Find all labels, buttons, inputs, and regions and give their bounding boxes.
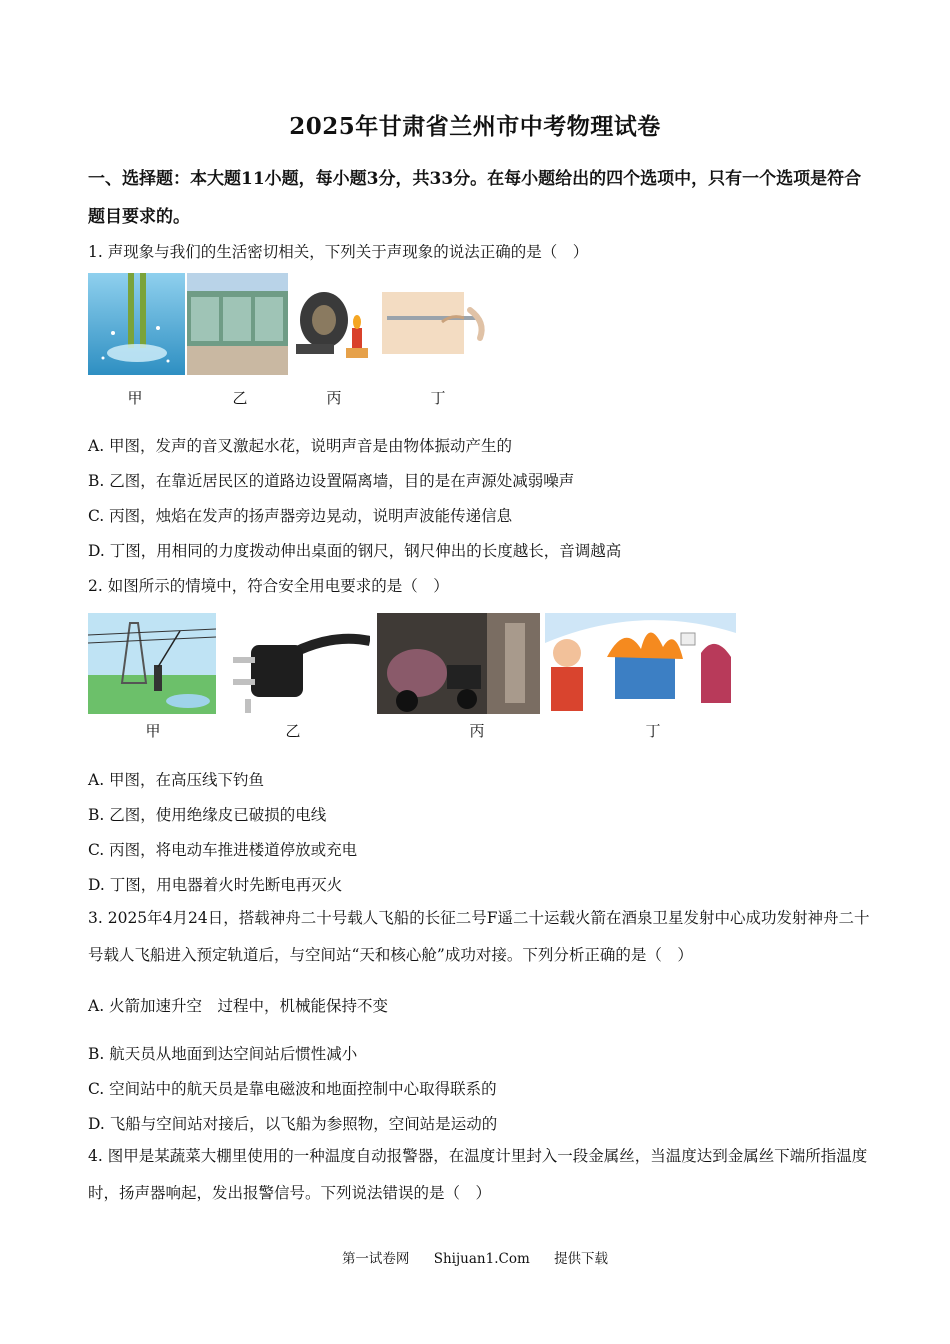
q2-option-b: B. 乙图，使用绝缘皮已破损的电线 <box>88 806 327 824</box>
q1-caption-bing: 丙 <box>326 389 342 407</box>
steel-ruler-desk-image <box>382 292 497 354</box>
q1-caption-ding: 丁 <box>430 389 446 407</box>
q2-option-c: C. 丙图，将电动车推进楼道停放或充电 <box>88 841 358 859</box>
sound-barrier-wall-image <box>187 273 288 375</box>
q3-option-b: B. 航天员从地面到达空间站后惯性减小 <box>88 1045 358 1063</box>
q1-option-d: D. 丁图，用相同的力度拨动伸出桌面的钢尺，钢尺伸出的长度越长，音调越高 <box>88 542 622 560</box>
q1-caption-yi: 乙 <box>232 389 248 407</box>
tuning-fork-water-image <box>88 273 185 375</box>
question-1-stem: 1. 声现象与我们的生活密切相关，下列关于声现象的说法正确的是（ ） <box>88 243 589 261</box>
speaker-candle-image <box>292 282 378 364</box>
page-footer <box>0 1247 950 1267</box>
q1-option-b: B. 乙图，在靠近居民区的道路边设置隔离墙，目的是在声源处减弱噪声 <box>88 472 575 490</box>
q1-option-a: A. 甲图，发声的音叉激起水花，说明声音是由物体振动产生的 <box>88 437 513 455</box>
footer-note: 提供下载 <box>554 1251 609 1267</box>
question-2-stem: 2. 如图所示的情境中，符合安全用电要求的是（ ） <box>88 577 449 595</box>
q3-option-d: D. 飞船与空间站对接后，以飞船为参照物，空间站是运动的 <box>88 1115 498 1133</box>
footer-domain[interactable]: Shijuan1.Com <box>433 1251 530 1267</box>
q2-caption-ding: 丁 <box>645 722 661 740</box>
appliance-fire-cartoon-image <box>545 613 736 714</box>
footer-site: 第一试卷网 <box>341 1251 410 1267</box>
ebike-in-hallway-image <box>377 613 540 714</box>
page-title: 2025年甘肃省兰州市中考物理试卷 <box>289 113 661 140</box>
q2-caption-jia: 甲 <box>145 722 161 740</box>
q3-option-c: C. 空间站中的航天员是靠电磁波和地面控制中心取得联系的 <box>88 1080 497 1098</box>
q3-option-a: A. 火箭加速升空 过程中，机械能保持不变 <box>88 997 389 1015</box>
damaged-plug-image <box>223 613 370 714</box>
q2-caption-yi: 乙 <box>285 722 301 740</box>
q2-option-d: D. 丁图，用电器着火时先断电再灭火 <box>88 876 343 894</box>
q2-option-a: A. 甲图，在高压线下钓鱼 <box>88 771 265 789</box>
question-3-stem: 3. 2025年4月24日，搭载神舟二十号载人飞船的长征二号F遥二十运载火箭在酒泉卫星发射中心成功发射神舟二十号载人飞船进入预定轨道后，与空间站“天和核心舱”成功对接。下列分析正确的是（ ） <box>88 909 870 964</box>
section-heading: 一、选择题：本大题11小题，每小题3分，共33分。在每小题给出的四个选项中，只有一个选项是符合题目要求的。 <box>88 169 862 227</box>
q1-caption-jia: 甲 <box>127 389 143 407</box>
question-4-stem: 4. 图甲是某蔬菜大棚里使用的一种温度自动报警器，在温度计里封入一段金属丝，当温度达到金属丝下端所指温度时，扬声器响起，发出报警信号。下列说法错误的是（ ） <box>88 1147 868 1202</box>
q2-caption-bing: 丙 <box>469 722 485 740</box>
fishing-under-power-line-image <box>88 613 216 714</box>
q1-option-c: C. 丙图，烛焰在发声的扬声器旁边晃动，说明声波能传递信息 <box>88 507 513 525</box>
